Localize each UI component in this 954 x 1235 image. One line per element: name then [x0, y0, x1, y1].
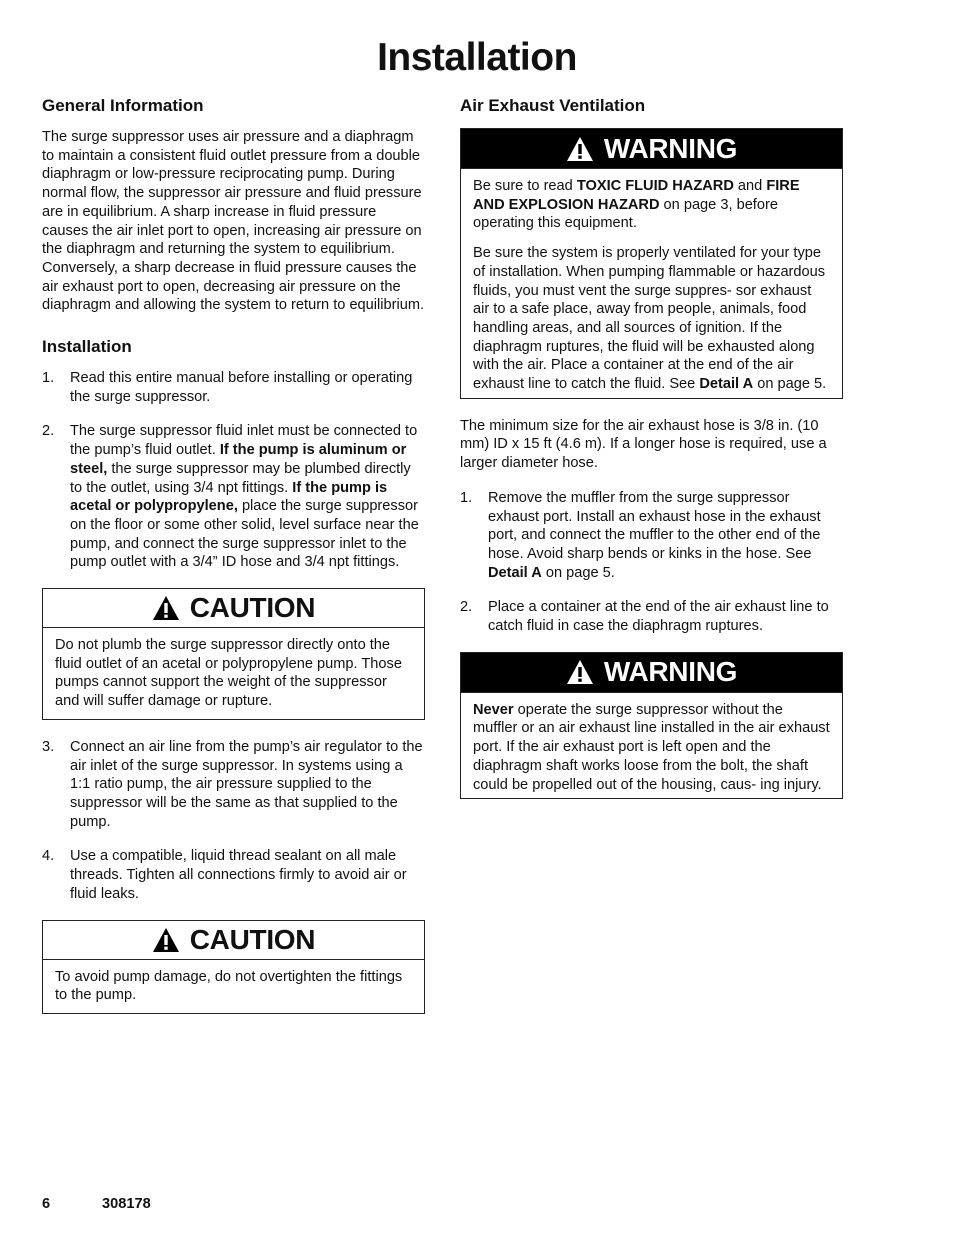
- warning-text-run: Be sure to read: [473, 178, 577, 194]
- list-item: [42, 422, 425, 572]
- list-item: [460, 598, 843, 635]
- warning-box-ventilation: [460, 128, 843, 399]
- general-information-text: The surge suppressor uses air pressure and a diaphragm to maintain a consistent fluid outlet pressure from a double diaphragm or low-pressure reciprocating pump. During normal flow, the suppressor air pressure and fluid pressure are in equilibrium. A sharp increase in fluid pressure causes the air inlet port to open, increasing air pressure on the diaphragm and returning the system to equilibrium. Conversely, a sharp decrease in fluid pressure causes the air exhaust port to open, decreasing air pressure on the diaphragm and allowing the system to return to equilibrium.: [42, 129, 425, 314]
- warning-label: WARNING: [603, 656, 738, 688]
- caution-box-plumbing: [42, 588, 425, 720]
- step-emphasis: If the pump is acetal or polypropylene,: [70, 479, 388, 515]
- minimum-hose-size-text: The minimum size for the air exhaust hose is 3/8 in. (10 mm) ID x 15 ft (4.6 m). If a longer hose is required, use a larger diameter hose.: [460, 417, 827, 472]
- right-column: [460, 96, 843, 817]
- exhaust-steps: [460, 489, 843, 636]
- step-number: 1.: [42, 370, 55, 387]
- step-text: place the surge suppressor on the floor or some other solid, level surface near the pump, and connect the surge suppressor inlet to the pump outlet with a 3/4” ID hose and 3/4 npt fittings.: [70, 498, 419, 571]
- warning-text: [473, 177, 830, 233]
- warning-emphasis: Never: [473, 701, 514, 718]
- warning-text: [473, 701, 830, 795]
- hazard-triangle-icon: [152, 595, 180, 621]
- list-item: [42, 738, 425, 832]
- page-title: Installation: [377, 36, 577, 79]
- list-item: [460, 489, 843, 583]
- caution-label: CAUTION: [189, 592, 316, 624]
- step-number: 1.: [460, 489, 473, 506]
- installation-steps-a: [42, 369, 425, 572]
- caution-header: [43, 921, 424, 960]
- installation-steps-b: [42, 738, 425, 904]
- warning-text-run: on page 5.: [753, 376, 827, 393]
- left-column: [42, 96, 425, 1032]
- warning-text-run: operate the surge suppressor without the muffler or an air exhaust line installed in the air exhaust port. If the air exhaust port is left open and the diaphragm shaft works loose from the bolt, the shaft could be propelled out of the housing, caus- ing injury.: [473, 701, 830, 793]
- step-text: the surge suppressor may be plumbed directly to the outlet, using 3/4 npt fittings.: [70, 460, 411, 496]
- warning-emphasis: Detail A: [699, 376, 754, 393]
- warning-text: [473, 244, 830, 394]
- step-text: Use a compatible, liquid thread sealant on all male threads. Tighten all connections firmly to avoid air or fluid leaks.: [70, 848, 407, 902]
- step-text: Connect an air line from the pump’s air regulator to the air inlet of the surge suppressor. In systems using a 1:1 ratio pump, the air pressure supplied to the suppressor will be the same as that supplied to the pump.: [70, 738, 423, 830]
- caution-header: [43, 589, 424, 628]
- warning-label: WARNING: [603, 132, 738, 164]
- step-text: The surge suppressor fluid inlet must be connected to the pump’s fluid outlet.: [70, 423, 418, 459]
- hazard-triangle-icon: [566, 136, 594, 162]
- warning-text-run: and: [733, 178, 767, 194]
- warning-text-run: Be sure the system is properly ventilated for your type of installation. When pumping flammable or hazardous fluids, you must vent the surge suppres- sor exhaust air to a safe place, away from people, animals, food handling areas, and all sources of ignition. If the diaphragm ruptures, the fluid will be exhausted along with the air. Place a container at the end of the air exhaust line to catch the fluid. See: [473, 245, 826, 393]
- list-item: [42, 847, 425, 903]
- warning-body: [461, 693, 842, 799]
- list-item: [42, 369, 425, 406]
- document-number: 308178: [102, 1196, 151, 1212]
- caution-body: [43, 628, 424, 719]
- caution-body: [43, 960, 424, 1013]
- step-emphasis: If the pump is aluminum or steel,: [70, 442, 407, 477]
- caution-text: To avoid pump damage, do not overtighten the fittings to the pump.: [55, 968, 403, 1004]
- general-information-heading: General Information: [42, 96, 204, 115]
- warning-text-run: on page 3, before operating this equipment.: [473, 196, 778, 232]
- caution-label: CAUTION: [189, 923, 316, 955]
- warning-header: [461, 129, 842, 169]
- hazard-triangle-icon: [152, 927, 180, 953]
- step-number: 3.: [42, 738, 55, 755]
- warning-emphasis: TOXIC FLUID HAZARD: [576, 178, 734, 194]
- page-footer: [42, 1196, 151, 1212]
- warning-box-muffler: [460, 652, 843, 800]
- air-exhaust-ventilation-heading: Air Exhaust Ventilation: [460, 96, 646, 115]
- step-text: Place a container at the end of the air exhaust line to catch fluid in case the diaphragm ruptures.: [488, 599, 829, 635]
- warning-header: [461, 653, 842, 693]
- step-number: 2.: [42, 423, 55, 440]
- step-text: Remove the muffler from the surge suppressor exhaust port. Install an exhaust hose in the exhaust port, and connect the muffler to the other end of the hose. Avoid sharp bends or kinks in the hose. See: [488, 489, 821, 562]
- step-number: 4.: [42, 848, 55, 865]
- warning-emphasis: FIRE AND EXPLOSION HAZARD: [473, 178, 800, 213]
- page-number: 6: [42, 1196, 51, 1212]
- installation-heading: Installation: [42, 337, 132, 357]
- step-text: Read this entire manual before installing or operating the surge suppressor.: [70, 370, 413, 405]
- caution-box-overtighten: [42, 920, 425, 1014]
- warning-body: [461, 169, 842, 398]
- step-emphasis: Detail A: [488, 564, 542, 581]
- step-number: 2.: [460, 599, 473, 616]
- caution-text: Do not plumb the surge suppressor directly onto the fluid outlet of an acetal or polypropylene pump. Those pumps cannot support the weight of the suppressor and will suffer damage or rupture.: [55, 637, 402, 710]
- hazard-triangle-icon: [566, 659, 594, 685]
- step-text: on page 5.: [541, 564, 615, 581]
